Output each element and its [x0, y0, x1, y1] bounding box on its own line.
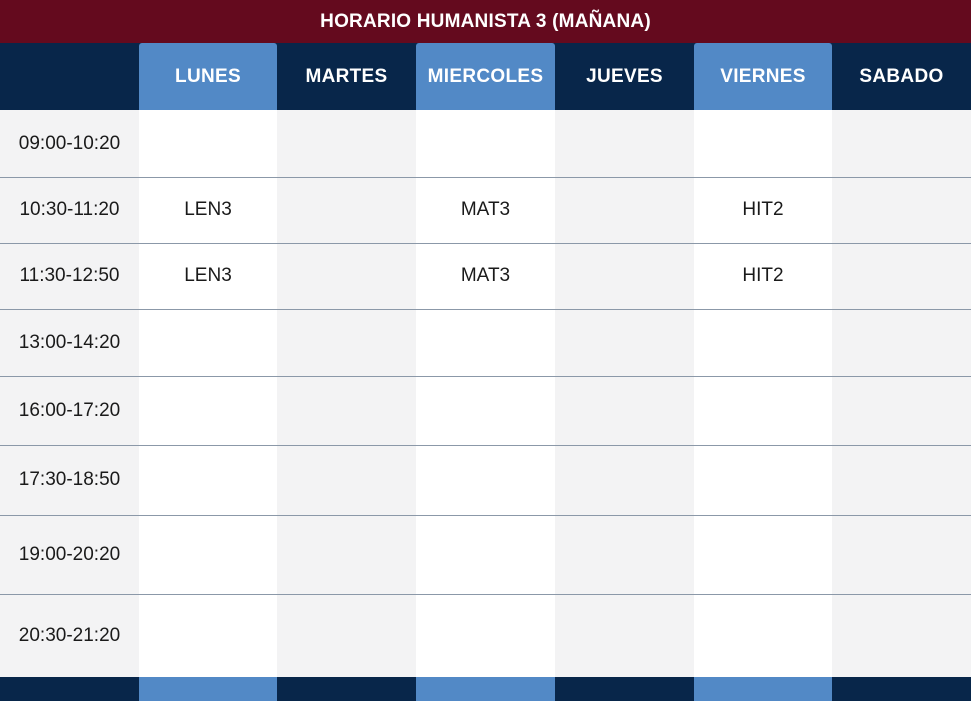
schedule-cell-viernes [694, 445, 832, 515]
footer-band-viernes [694, 677, 832, 701]
row-divider [0, 309, 971, 310]
schedule-cell-martes [277, 445, 416, 515]
schedule-cell-lunes [139, 376, 277, 445]
schedule-cell-viernes: HIT2 [694, 177, 832, 243]
time-slot-label: 20:30-21:20 [0, 594, 139, 677]
time-slot-label: 17:30-18:50 [0, 445, 139, 515]
footer-row [0, 677, 971, 701]
schedule-cell-lunes: LEN3 [139, 243, 277, 309]
row-divider [0, 594, 971, 595]
day-header-lunes: LUNES [139, 43, 277, 110]
schedule-cell-lunes [139, 594, 277, 677]
schedule-cell-sabado [832, 309, 971, 376]
schedule-cell-martes [277, 594, 416, 677]
schedule-cell-viernes: HIT2 [694, 243, 832, 309]
time-slot-label: 10:30-11:20 [0, 177, 139, 243]
schedule-cell-viernes [694, 110, 832, 177]
schedule-cell-sabado [832, 243, 971, 309]
schedule-cell-viernes [694, 309, 832, 376]
schedule-cell-sabado [832, 515, 971, 594]
row-divider [0, 243, 971, 244]
header-corner [0, 43, 139, 110]
day-header-jueves: JUEVES [586, 65, 663, 87]
schedule-cell-lunes [139, 445, 277, 515]
time-slot-label: 11:30-12:50 [0, 243, 139, 309]
schedule-cell-miercoles [416, 515, 555, 594]
schedule-cell-miercoles [416, 376, 555, 445]
schedule-cell-jueves [555, 243, 694, 309]
schedule-cell-miercoles [416, 309, 555, 376]
row-divider [0, 376, 971, 377]
row-divider [0, 445, 971, 446]
schedule-cell-miercoles [416, 445, 555, 515]
day-header-sabado: SABADO [859, 65, 944, 87]
schedule-cell-miercoles [416, 110, 555, 177]
schedule-title: HORARIO HUMANISTA 3 (MAÑANA) [0, 0, 971, 43]
row-divider [0, 177, 971, 178]
schedule-cell-lunes [139, 309, 277, 376]
day-header-miercoles: MIERCOLES [416, 43, 555, 110]
schedule-cell-sabado [832, 177, 971, 243]
schedule-cell-jueves [555, 177, 694, 243]
schedule-cell-martes [277, 243, 416, 309]
time-slot-label: 19:00-20:20 [0, 515, 139, 594]
schedule-cell-sabado [832, 376, 971, 445]
day-header-martes: MARTES [305, 65, 388, 87]
time-slot-label: 09:00-10:20 [0, 110, 139, 177]
schedule-cell-viernes [694, 594, 832, 677]
schedule-grid [0, 110, 971, 677]
schedule-cell-jueves [555, 376, 694, 445]
schedule-cell-jueves [555, 309, 694, 376]
time-slot-label: 16:00-17:20 [0, 376, 139, 445]
schedule-cell-miercoles: MAT3 [416, 243, 555, 309]
schedule-cell-viernes [694, 376, 832, 445]
schedule-cell-sabado [832, 110, 971, 177]
schedule-cell-martes [277, 309, 416, 376]
schedule-cell-viernes [694, 515, 832, 594]
schedule-cell-miercoles [416, 594, 555, 677]
schedule-cell-martes [277, 376, 416, 445]
schedule-cell-martes [277, 110, 416, 177]
row-divider [0, 515, 971, 516]
footer-band-lunes [139, 677, 277, 701]
schedule-cell-lunes: LEN3 [139, 177, 277, 243]
schedule-cell-martes [277, 515, 416, 594]
schedule-cell-lunes [139, 110, 277, 177]
time-slot-label: 13:00-14:20 [0, 309, 139, 376]
schedule-cell-jueves [555, 594, 694, 677]
day-header-row [0, 43, 971, 110]
footer-band-miercoles [416, 677, 555, 701]
schedule-cell-jueves [555, 445, 694, 515]
schedule-cell-miercoles: MAT3 [416, 177, 555, 243]
schedule-cell-sabado [832, 594, 971, 677]
schedule-cell-jueves [555, 110, 694, 177]
schedule-cell-martes [277, 177, 416, 243]
schedule-cell-jueves [555, 515, 694, 594]
day-header-viernes: VIERNES [694, 43, 832, 110]
schedule-cell-sabado [832, 445, 971, 515]
schedule-cell-lunes [139, 515, 277, 594]
